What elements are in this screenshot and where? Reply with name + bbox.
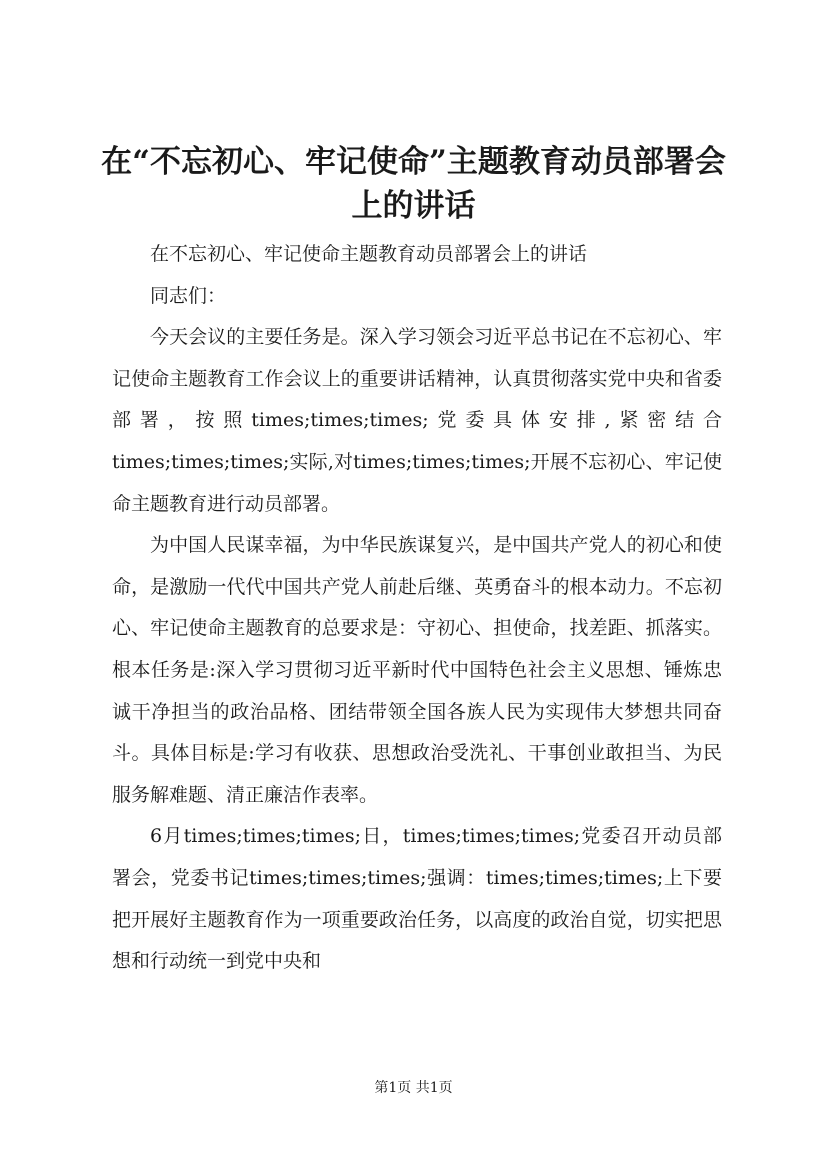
page-number-footer: 第1页 共1页 <box>374 1080 453 1096</box>
document-body <box>112 234 722 983</box>
paragraph-salutation: 同志们： <box>150 284 227 307</box>
paragraph-meeting-task: 今天会议的主要任务是。深入学习领会习近平总书记在不忘初心、牢记使命主题教育工作会议上的重要讲话精神，认真贯彻落实党中央和省委部署，按照times;times;times;党委具体安排,紧密结合times;times;times;实际,对times;times;times;开展不忘初心、牢记使命主题教育进行动员部署。 <box>112 326 722 515</box>
paragraph-mission: 为中国人民谋幸福，为中华民族谋复兴，是中国共产党人的初心和使命，是激励一代代中国共产党人前赴后继、英勇奋斗的根本动力。不忘初心、牢记使命主题教育的总要求是：守初心、担使命，找差距、抓落实。根本任务是:深入学习贯彻习近平新时代中国特色社会主义思想、锤炼忠诚干净担当的政治品格、团结带领全国各族人民为实现伟大梦想共同奋斗。具体目标是:学习有收获、思想政治受洗礼、干事创业敢担当、为民服务解难题、清正廉洁作表率。 <box>112 534 722 806</box>
paragraph-heading-repeat: 在不忘初心、牢记使命主题教育动员部署会上的讲话 <box>150 243 588 265</box>
paragraph-mobilization-meeting: 6月times;times;times;日，times;times;times;党委召开动员部署会，党委书记times;times;times;强调：times;times;times;上下要把开展好主题教育作为一项重要政治任务，以高度的政治自觉，切实把思想和行动统一到党中央和 <box>112 825 722 973</box>
document-title: 在“不忘初心、牢记使命”主题教育动员部署会上的讲话 <box>101 144 726 224</box>
